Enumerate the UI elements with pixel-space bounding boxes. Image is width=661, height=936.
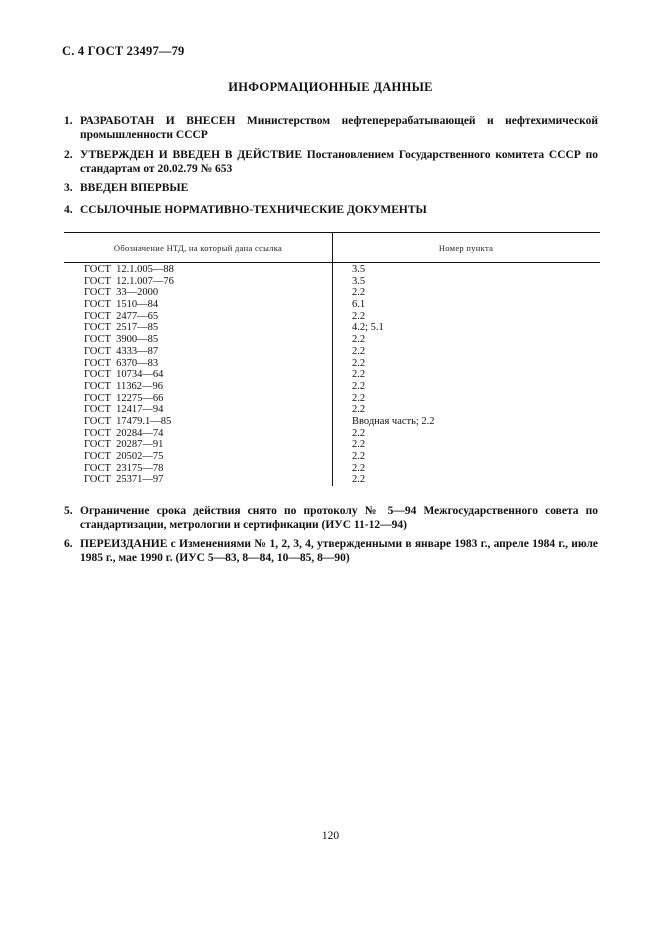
page-number: 120	[321, 830, 340, 842]
item-lead: РАЗРАБОТАН И ВНЕСЕН	[80, 115, 236, 127]
table-cell-document: ГОСТ 6370—83	[84, 357, 159, 369]
table-row	[64, 474, 600, 486]
info-item-6	[64, 537, 598, 565]
info-item-3	[64, 181, 598, 195]
table-cell-document: ГОСТ 2517—85	[84, 322, 159, 334]
table-cell-document: ГОСТ 12417—94	[84, 404, 164, 416]
table-cell-document: ГОСТ 12275—66	[84, 392, 164, 404]
item-lead: Ограничение срока действия снято по протоколу № 5—94 Межгосударственного совета по стандартизации, метрологии и сертификации (ИУС 11-12—94)	[80, 505, 598, 531]
table-row	[64, 393, 600, 405]
table-cell-clause: 2.2	[352, 474, 366, 486]
table-row	[64, 369, 600, 381]
table-cell-clause: 4.2; 5.1	[352, 322, 384, 334]
table-cell-document: ГОСТ 20287—91	[84, 439, 164, 451]
table-cell-document: ГОСТ 20284—74	[84, 427, 164, 439]
table-row	[64, 463, 600, 475]
table-cell-clause: 3.5	[352, 264, 366, 275]
item-number: 6.	[64, 538, 73, 550]
table-cell-clause: 2.2	[352, 451, 366, 462]
item-text: с Изменениями № 1, 2, 3, 4, утвержденными в январе 1983 г., апреле 1984 г., июле 1985 г., мае 1990 г. (ИУС 5—83, 8—84, 10—85, 8—90)	[80, 538, 598, 564]
table-cell-document: ГОСТ 10734—64	[84, 369, 164, 381]
item-text: Постановлением Государственного комитета СССР по стандартам от 20.02.79 № 653	[80, 149, 598, 175]
table-cell-document: ГОСТ 12.1.005—88	[84, 264, 174, 275]
table-row	[64, 334, 600, 346]
table-cell-clause: 2.2	[352, 404, 366, 416]
item-text: Министерством нефтеперерабатывающей и нефтехимической промышленности СССР	[80, 115, 598, 141]
item-number: 3.	[64, 182, 73, 194]
table-cell-clause: 2.2	[352, 310, 366, 322]
table-row	[64, 451, 600, 463]
item-lead: ПЕРЕИЗДАНИЕ	[80, 538, 168, 550]
table-cell-clause: 2.2	[352, 345, 366, 357]
table-cell-clause: 2.2	[352, 334, 366, 346]
table-header-document: Обозначение НТД, на который дана ссылка	[113, 243, 283, 253]
table-row	[64, 322, 600, 334]
item-number: 2.	[64, 149, 73, 161]
table-row	[64, 346, 600, 358]
table-cell-document: ГОСТ 25371—97	[84, 474, 164, 486]
table-cell-document: ГОСТ 2477—65	[84, 310, 159, 322]
table-cell-clause: Вводная часть; 2.2	[352, 415, 435, 427]
item-number: 4.	[64, 204, 73, 216]
table-cell-document: ГОСТ 33—2000	[84, 287, 159, 299]
table-cell-clause: 2.2	[352, 287, 366, 299]
page-title: ИНФОРМАЦИОННЫЕ ДАННЫЕ	[228, 80, 433, 94]
table-cell-clause: 3.5	[352, 275, 366, 287]
info-item-4	[64, 203, 598, 217]
table-row	[64, 299, 600, 311]
info-item-5	[64, 504, 598, 532]
table-cell-clause: 2.2	[352, 462, 366, 474]
table-cell-document: ГОСТ 1510—84	[84, 299, 159, 311]
item-lead: ССЫЛОЧНЫЕ НОРМАТИВНО-ТЕХНИЧЕСКИЕ ДОКУМЕНТЫ	[80, 204, 427, 216]
table-cell-clause: 2.2	[352, 369, 366, 381]
info-item-1	[64, 114, 598, 142]
table-cell-clause: 2.2	[352, 427, 366, 439]
table-row	[64, 381, 600, 393]
table-row	[64, 428, 600, 440]
item-lead: УТВЕРЖДЕН И ВВЕДЕН В ДЕЙСТВИЕ	[80, 149, 303, 161]
table-cell-document: ГОСТ 3900—85	[84, 334, 159, 346]
table-cell-document: ГОСТ 20502—75	[84, 451, 164, 462]
table-row	[64, 276, 600, 288]
table-row	[64, 404, 600, 416]
table-cell-clause: 2.2	[352, 357, 366, 369]
table-row	[64, 439, 600, 451]
table-row	[64, 287, 600, 299]
table-cell-document: ГОСТ 11362—96	[84, 380, 164, 392]
item-number: 1.	[64, 115, 73, 127]
table-cell-clause: 2.2	[352, 439, 366, 451]
standard-reference-header: С. 4 ГОСТ 23497—79	[62, 44, 185, 58]
table-row	[64, 264, 600, 276]
table-row	[64, 416, 600, 428]
table-cell-document: ГОСТ 4333—87	[84, 345, 159, 357]
table-row	[64, 358, 600, 370]
table-cell-document: ГОСТ 17479.1—85	[84, 415, 172, 427]
table-body	[64, 264, 600, 486]
table-cell-document: ГОСТ 12.1.007—76	[84, 275, 174, 287]
table-cell-clause: 2.2	[352, 380, 366, 392]
info-item-2	[64, 148, 598, 176]
item-lead: ВВЕДЕН ВПЕРВЫЕ	[80, 182, 189, 194]
table-row	[64, 311, 600, 323]
table-header-clause: Номер пункта	[438, 243, 494, 253]
table-cell-document: ГОСТ 23175—78	[84, 462, 164, 474]
item-number: 5.	[64, 505, 73, 517]
table-cell-clause: 6.1	[352, 299, 366, 311]
table-cell-clause: 2.2	[352, 392, 366, 404]
